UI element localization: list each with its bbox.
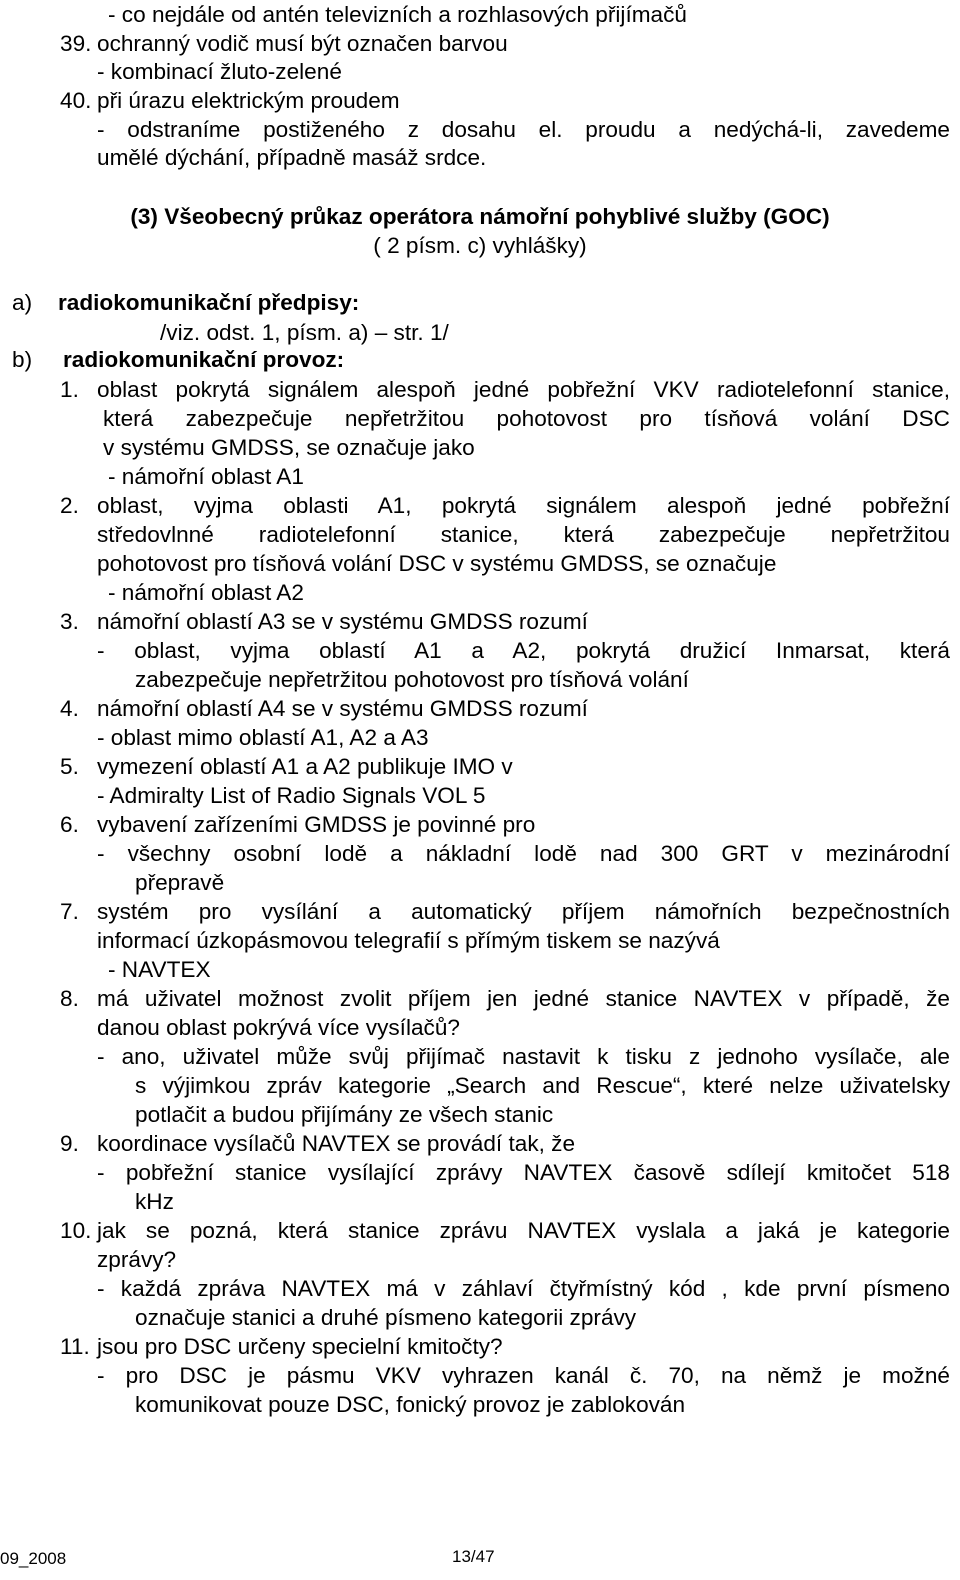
item-number: 4. [60,696,79,721]
answer-line: - Admiralty List of Radio Signals VOL 5 [97,783,486,808]
answer-line: umělé dýchání, případně masáž srdce. [97,145,487,170]
answer-line: - NAVTEX [108,957,211,982]
section-heading: (3) Všeobecný průkaz operátora námořní pohyblivé služby (GOC) [130,204,830,229]
item-number: 40. [60,88,92,113]
item-number: 6. [60,812,79,837]
question-line: v systému GMDSS, se označuje jako [103,435,475,460]
answer-line: - oblast, vyjma oblastí A1 a A2, pokrytá družicí Inmarsat, která [97,638,950,663]
answer-line: - pobřežní stanice vysílající zprávy NAVTEX časově sdílejí kmitočet 518 [97,1160,950,1185]
cross-reference: /viz. odst. 1, písm. a) – str. 1/ [160,320,449,345]
answer-line: - oblast mimo oblastí A1, A2 a A3 [97,725,429,750]
subsection-mark: b) [12,347,33,372]
answer-line: - co nejdále od antén televizních a rozhlasových přijímačů [108,2,687,27]
answer-line: - ano, uživatel může svůj přijímač nastavit k tisku z jednoho vysílače, ale [97,1044,950,1069]
answer-line: - kombinací žluto-zelené [97,59,342,84]
question-line: vymezení oblastí A1 a A2 publikuje IMO v [97,754,513,779]
item-number: 3. [60,609,79,634]
question-line: ochranný vodič musí být označen barvou [97,31,508,56]
answer-line: s výjimkou zpráv kategorie „Search and Rescue“, které nelze uživatelsky [135,1073,950,1098]
question-line: oblast pokrytá signálem alespoň jedné pobřežní VKV radiotelefonní stanice, [97,377,950,402]
answer-line: označuje stanici a druhé písmeno kategorii zprávy [135,1305,637,1330]
question-line: oblast, vyjma oblasti A1, pokrytá signálem alespoň jedné pobřežní [97,493,950,518]
question-line: má uživatel možnost zvolit příjem jen jedné stanice NAVTEX v případě, že [97,986,950,1011]
section-subheading: ( 2 písm. c) vyhlášky) [373,233,587,258]
question-line: jak se pozná, která stanice zprávu NAVTEX vyslala a jaká je kategorie [97,1218,950,1243]
question-line: která zabezpečuje nepřetržitou pohotovost pro tísňová volání DSC [103,406,950,431]
answer-line: přepravě [135,870,225,895]
question-line: informací úzkopásmovou telegrafií s přímým tiskem se nazývá [97,928,720,953]
question-line: systém pro vysílání a automatický příjem námořních bezpečnostních [97,899,950,924]
answer-line: - každá zpráva NAVTEX má v záhlaví čtyřmístný kód , kde první písmeno [97,1276,950,1301]
question-line: danou oblast pokrývá více vysílačů? [97,1015,460,1040]
answer-line: - námořní oblast A2 [108,580,304,605]
answer-line: - námořní oblast A1 [108,464,304,489]
subsection-title: radiokomunikační předpisy: [58,290,360,315]
question-line: středovlnné radiotelefonní stanice, která zabezpečuje nepřetržitou [97,522,950,547]
item-number: 11. [60,1334,90,1359]
item-number: 2. [60,493,79,518]
question-line: jsou pro DSC určeny specielní kmitočty? [97,1334,503,1359]
item-number: 9. [60,1131,79,1156]
answer-line: kHz [135,1189,174,1214]
item-number: 39. [60,31,92,56]
answer-line: zabezpečuje nepřetržitou pohotovost pro tísňová volání [135,667,689,692]
answer-line: - všechny osobní lodě a nákladní lodě nad 300 GRT v mezinárodní [97,841,950,866]
question-line: námořní oblastí A3 se v systému GMDSS rozumí [97,609,588,634]
item-number: 10. [60,1218,92,1243]
footer-date: 09_2008 [0,1549,67,1568]
subsection-title: radiokomunikační provoz: [63,347,345,372]
answer-line: - odstraníme postiženého z dosahu el. proudu a nedýchá-li, zavedeme [97,117,950,142]
item-number: 5. [60,754,79,779]
page-number: 13/47 [452,1547,495,1566]
question-line: zprávy? [97,1247,177,1272]
question-line: koordinace vysílačů NAVTEX se provádí tak, že [97,1131,576,1156]
item-number: 1. [60,377,79,402]
question-line: vybavení zařízeními GMDSS je povinné pro [97,812,536,837]
item-number: 7. [60,899,79,924]
question-line: pohotovost pro tísňová volání DSC v systému GMDSS, se označuje [97,551,777,576]
subsection-mark: a) [12,290,33,315]
answer-line: potlačit a budou přijímány ze všech stanic [135,1102,554,1127]
answer-line: komunikovat pouze DSC, fonický provoz je zablokován [135,1392,686,1417]
item-number: 8. [60,986,79,1011]
answer-line: - pro DSC je pásmu VKV vyhrazen kanál č. 70, na němž je možné [97,1363,950,1388]
question-line: námořní oblastí A4 se v systému GMDSS rozumí [97,696,588,721]
question-line: při úrazu elektrickým proudem [97,88,400,113]
